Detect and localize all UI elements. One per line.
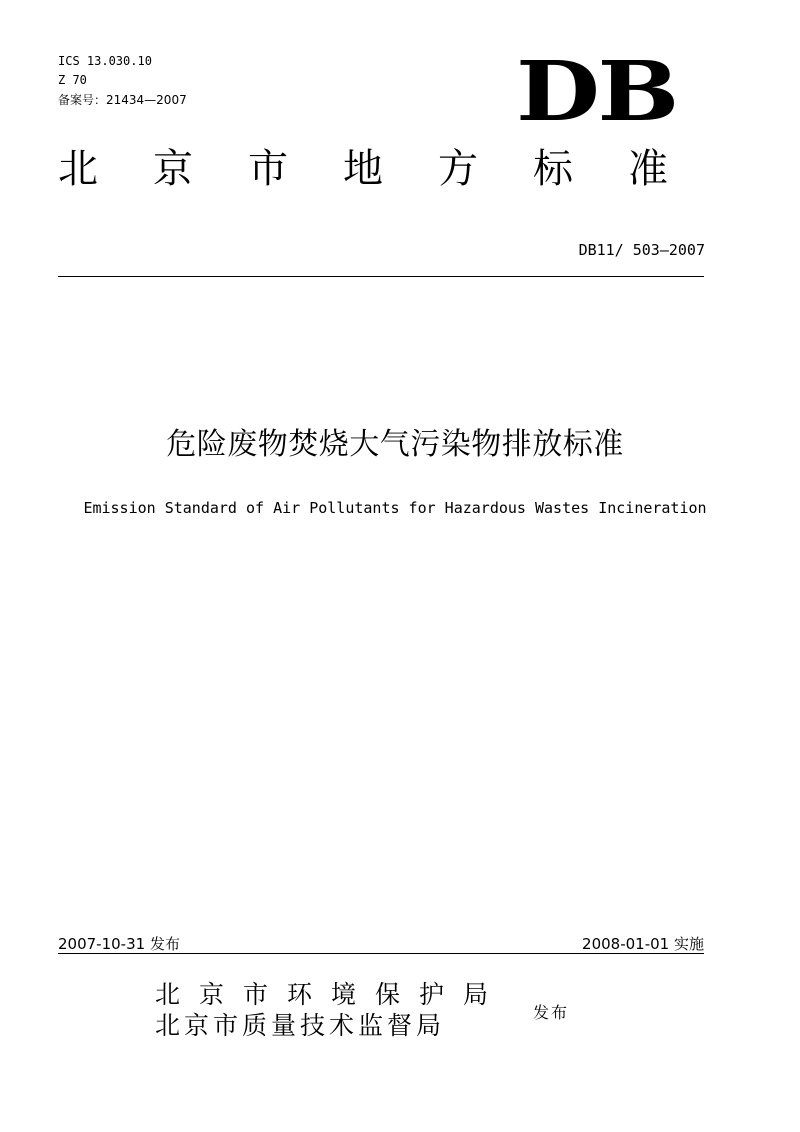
standard-code: DB11/ 503—2007	[578, 241, 705, 259]
implementation-date: 2008-01-01 实施	[582, 935, 704, 953]
publish-label: 发布	[533, 1003, 570, 1022]
document-title-en: Emission Standard of Air Pollutants for Hazardous Wastes Incineration	[83, 499, 707, 517]
record-number: 备案号：21434—2007	[58, 93, 187, 107]
issue-date: 2007-10-31 发布	[58, 935, 180, 953]
standard-type-heading: 北京市地方标准	[58, 146, 723, 192]
db-logo: DB	[516, 44, 677, 140]
bottom-divider	[58, 953, 704, 954]
issuing-agency-quality: 北京市质量技术监督局	[155, 1011, 446, 1040]
document-title-cn: 危险废物焚烧大气污染物排放标准	[166, 427, 624, 462]
issuing-agency-environment: 北京市环境保护局	[155, 980, 508, 1009]
top-divider	[58, 276, 704, 277]
classification-code: Z 70	[58, 73, 87, 87]
ics-code: ICS 13.030.10	[58, 54, 152, 68]
